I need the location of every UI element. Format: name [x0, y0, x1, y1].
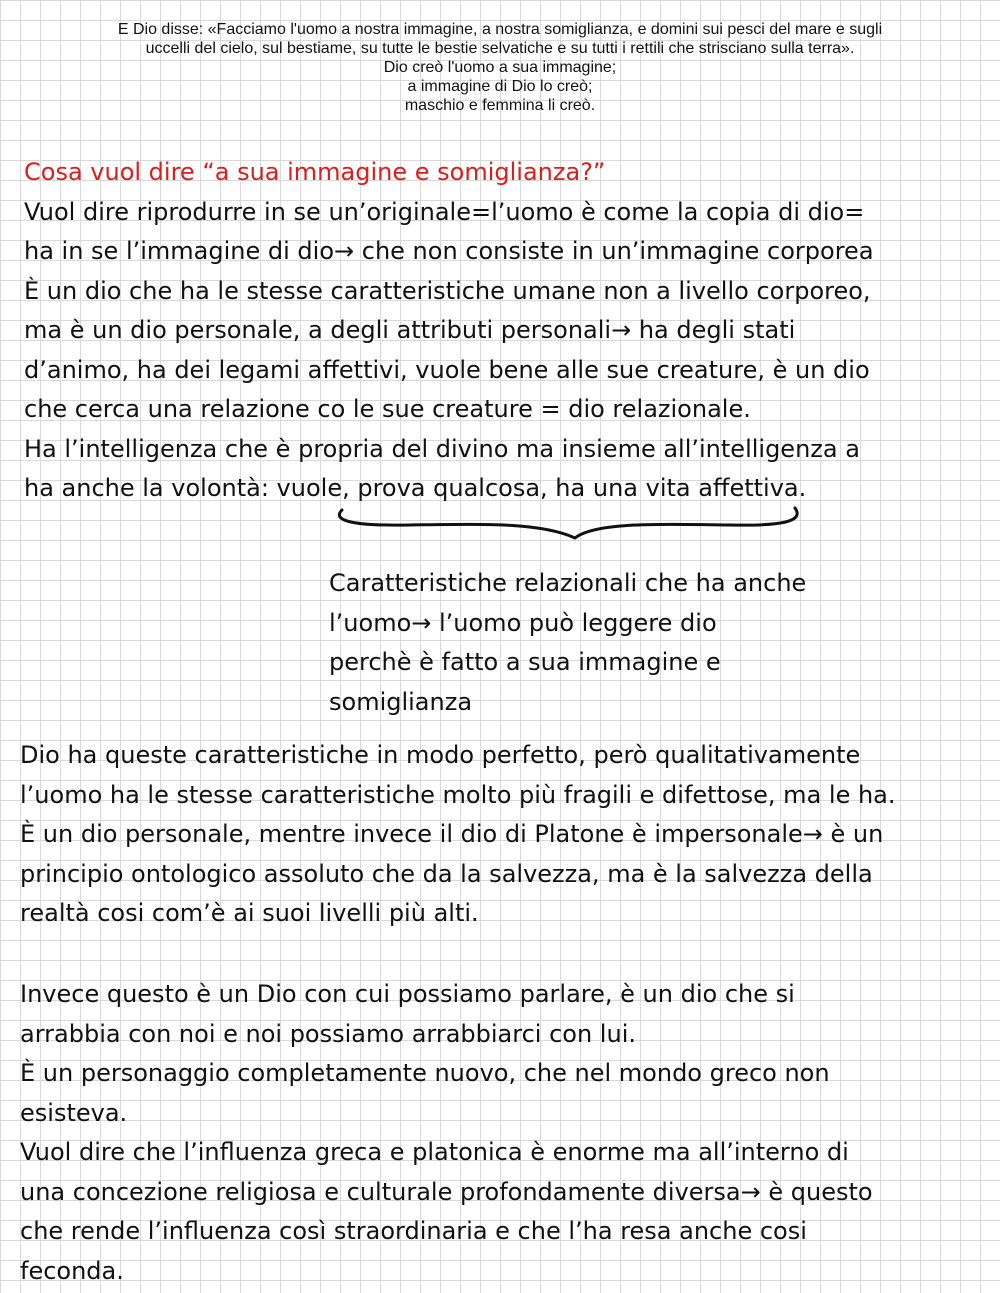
notes-block-conclusion	[20, 975, 873, 1291]
quote-line: a immagine di Dio lo creò;	[407, 78, 593, 95]
note-line: arrabbia con noi e noi possiamo arrabbiarci con lui.	[20, 1019, 636, 1048]
note-line: Vuol dire che l’influenza greca e platonica è enorme ma all’interno di	[20, 1138, 849, 1166]
quote-line: maschio e femmina li creò.	[404, 97, 596, 114]
notes-block-perfection	[20, 736, 896, 934]
note-line: perchè è fatto a sua immagine e	[329, 648, 721, 676]
note-line: esisteva.	[20, 1098, 128, 1127]
note-line: una concezione religiosa e culturale profondamente diversa→ è questo	[20, 1177, 873, 1206]
note-line: d’animo, ha dei legami affettivi, vuole bene alle sue creature, è un dio	[24, 355, 870, 384]
note-line: principio ontologico assoluto che da la salvezza, ma è la salvezza della	[20, 859, 873, 888]
note-line: È un personaggio completamente nuovo, che nel mondo greco non	[20, 1059, 830, 1087]
note-line: ha anche la volontà: vuole, prova qualcosa, ha una vita affettiva.	[24, 474, 807, 502]
quote-line: Dio creò l'uomo a sua immagine;	[383, 59, 617, 76]
note-line: che cerca una relazione co le sue creature = dio relazionale.	[24, 395, 751, 423]
quote-line: E Dio disse: «Facciamo l'uomo a nostra immagine, a nostra somiglianza, e domini sui pesci del mare e sugli	[117, 21, 883, 38]
scripture-quote	[30, 20, 970, 115]
note-line: ma è un dio personale, a degli attributi personali→ ha degli stati	[24, 316, 796, 344]
note-line: che rende l’influenza così straordinaria e che l’ha resa anche cosi	[20, 1217, 807, 1245]
note-line: Invece questo è un Dio con cui possiamo parlare, è un dio che si	[20, 980, 795, 1008]
note-line: feconda.	[20, 1256, 124, 1285]
note-line: l’uomo ha le stesse caratteristiche molto più fragili e difettose, ma le ha.	[20, 780, 896, 809]
curly-brace-drawing	[330, 500, 810, 545]
question-heading: Cosa vuol dire “a sua immagine e somiglianza?”	[24, 158, 606, 186]
note-line: Caratteristiche relazionali che ha anche	[329, 569, 807, 597]
note-line: Dio ha queste caratteristiche in modo perfetto, però qualitativamente	[20, 741, 861, 769]
note-line: Ha l’intelligenza che è propria del divino ma insieme all’intelligenza a	[24, 434, 860, 463]
note-line: realtà cosi com’è ai suoi livelli più alti.	[20, 899, 479, 927]
note-line: È un dio personale, mentre invece il dio di Platone è impersonale→ è un	[20, 820, 884, 848]
note-line: ha in se l’immagine di dio→ che non consiste in un’immagine corporea	[24, 237, 874, 265]
note-line: somiglianza	[329, 687, 473, 716]
notes-block-intro	[24, 153, 874, 509]
note-line: l’uomo→ l’uomo può leggere dio	[329, 608, 717, 637]
quote-line: uccelli del cielo, sul bestiame, su tutte le bestie selvatiche e su tutti i rettili che strisciano sulla terra».	[145, 40, 855, 57]
note-line: Vuol dire riprodurre in se un’originale=l’uomo è come la copia di dio=	[24, 197, 865, 226]
notes-block-relational	[329, 564, 806, 722]
note-line: È un dio che ha le stesse caratteristiche umane non a livello corporeo,	[24, 276, 871, 305]
